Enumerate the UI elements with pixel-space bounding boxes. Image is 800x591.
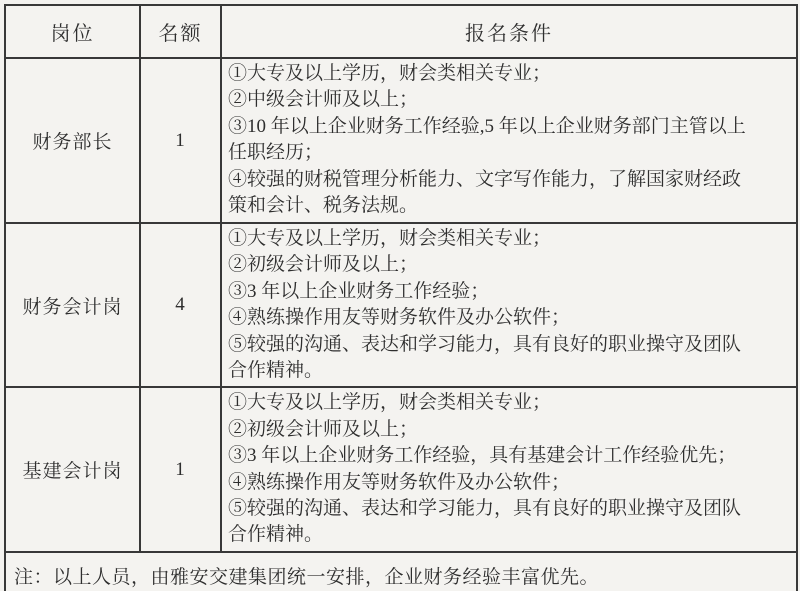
quota-cell: 1 — [140, 58, 221, 223]
header-conditions: 报名条件 — [221, 5, 797, 58]
condition-line: ④熟练操作用友等财务软件及办公软件； — [228, 471, 571, 493]
condition-line: ⑤较强的沟通、表达和学习能力，具有良好的职业操守及团队合作精神。 — [228, 333, 742, 382]
condition-line: ①大专及以上学历，财会类相关专业； — [228, 63, 552, 84]
condition-line: ③3 年以上企业财务工作经验，具有基建会计工作经验优先； — [228, 445, 737, 467]
table-note: 注：以上人员，由雅安交建集团统一安排，企业财务经验丰富优先。 — [5, 552, 797, 591]
condition-line: ③10 年以上企业财务工作经验,5 年以上企业财务部门主管以上任职经历； — [228, 115, 746, 164]
condition-line: ②初级会计师及以上； — [228, 254, 419, 276]
note-row — [5, 552, 797, 591]
condition-line: ④熟练操作用友等财务软件及办公软件； — [228, 307, 571, 329]
position-cell: 基建会计岗 — [5, 387, 140, 551]
header-quota: 名额 — [140, 5, 221, 58]
condition-line: ③3 年以上企业财务工作经验； — [228, 280, 490, 302]
condition-line: ②中级会计师及以上； — [228, 89, 419, 111]
conditions-cell — [221, 387, 797, 551]
table-row-finance-director — [5, 58, 797, 223]
position-cell: 财务会计岗 — [5, 223, 140, 387]
condition-line: ②初级会计师及以上； — [228, 418, 419, 440]
header-position: 岗位 — [5, 5, 140, 58]
recruitment-table — [4, 4, 798, 591]
table-row-construction-accountant — [5, 387, 797, 551]
conditions-cell — [221, 58, 797, 223]
quota-cell: 1 — [140, 387, 221, 551]
condition-line: ⑤较强的沟通、表达和学习能力，具有良好的职业操守及团队合作精神。 — [228, 498, 742, 546]
conditions-cell — [221, 223, 797, 387]
condition-line: ①大专及以上学历，财会类相关专业； — [228, 228, 552, 249]
condition-line: ④较强的财税管理分析能力、文字写作能力，了解国家财经政策和会计、税务法规。 — [228, 168, 742, 217]
header-row — [5, 5, 797, 58]
position-cell: 财务部长 — [5, 58, 140, 223]
quota-cell: 4 — [140, 223, 221, 387]
condition-line: ①大专及以上学历，财会类相关专业； — [228, 392, 552, 414]
table-row-finance-accountant — [5, 223, 797, 387]
